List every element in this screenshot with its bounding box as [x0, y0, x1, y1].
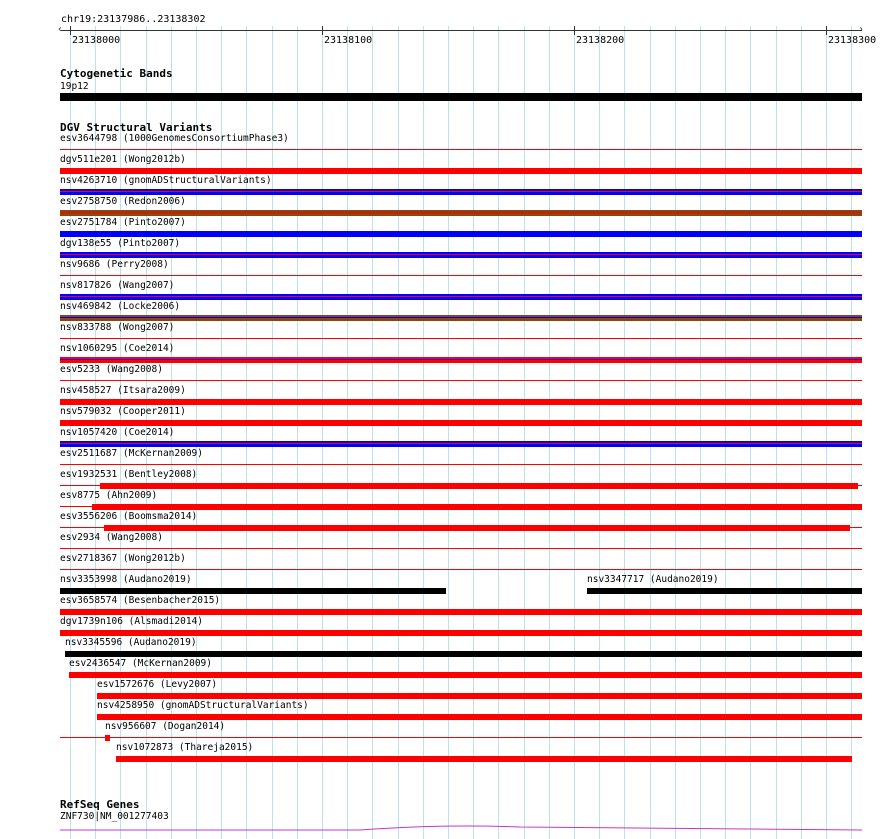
variant-label[interactable]: esv3556206 (Boomsma2014): [60, 511, 198, 522]
variant-bar[interactable]: [587, 588, 862, 594]
row-separator: [60, 338, 862, 339]
ruler-left-arrow-icon: ‹: [57, 24, 64, 35]
variant-bar[interactable]: [60, 588, 446, 594]
row-separator: [60, 275, 862, 276]
variant-label[interactable]: nsv4258950 (gnomADStructuralVariants): [97, 700, 309, 711]
variant-label[interactable]: nsv9686 (Perry2008): [60, 259, 169, 270]
row-separator: [60, 737, 862, 738]
ruler-tick-label: 23138000: [72, 35, 121, 46]
variant-label[interactable]: dgv138e55 (Pinto2007): [60, 238, 181, 249]
variant-label[interactable]: esv5233 (Wang2008): [60, 364, 163, 375]
variant-bar[interactable]: [60, 357, 862, 363]
variant-bar[interactable]: [97, 693, 862, 699]
variant-label[interactable]: nsv458527 (Itsara2009): [60, 385, 186, 396]
dgv-track-title: DGV Structural Variants: [60, 121, 213, 134]
row-separator: [60, 317, 862, 318]
variant-bar[interactable]: [105, 735, 110, 741]
variant-label[interactable]: nsv1060295 (Coe2014): [60, 343, 175, 354]
variant-bar[interactable]: [60, 315, 862, 321]
variant-bar[interactable]: [65, 651, 862, 657]
variant-label[interactable]: nsv4263710 (gnomADStructuralVariants): [60, 175, 272, 186]
variant-label[interactable]: esv3644798 (1000GenomesConsortiumPhase3): [60, 133, 289, 144]
row-separator: [60, 191, 862, 192]
variant-bar[interactable]: [60, 441, 862, 447]
variant-label[interactable]: dgv1739n106 (Alsmadi2014): [60, 616, 203, 627]
variant-label[interactable]: esv1932531 (Bentley2008): [60, 469, 198, 480]
row-separator: [60, 569, 862, 570]
variant-bar[interactable]: [60, 210, 862, 216]
row-separator: [60, 359, 862, 360]
row-separator: [60, 254, 862, 255]
variant-bar[interactable]: [116, 756, 852, 762]
variant-label[interactable]: esv2511687 (McKernan2009): [60, 448, 203, 459]
ruler-tick-label: 23138300: [828, 35, 877, 46]
variant-label[interactable]: nsv3347717 (Audano2019): [587, 574, 719, 585]
variant-label[interactable]: nsv956607 (Dogan2014): [105, 721, 226, 732]
refseq-track-title: RefSeq Genes: [60, 798, 140, 811]
variant-label[interactable]: esv2758750 (Redon2006): [60, 196, 186, 207]
variant-bar[interactable]: [60, 189, 862, 195]
variant-label[interactable]: nsv833788 (Wong2007): [60, 322, 175, 333]
row-separator: [60, 170, 862, 171]
variant-bar[interactable]: [60, 294, 862, 300]
variant-bar[interactable]: [60, 630, 862, 636]
variant-bar[interactable]: [100, 483, 858, 489]
row-separator: [60, 527, 862, 528]
refseq-gene-label[interactable]: ZNF730|NM_001277403: [60, 811, 169, 822]
variant-bar[interactable]: [60, 252, 862, 258]
row-separator: [60, 464, 862, 465]
variant-label[interactable]: dgv511e201 (Wong2012b): [60, 154, 186, 165]
variant-bar[interactable]: [60, 399, 862, 405]
variant-bar[interactable]: [60, 609, 862, 615]
variant-bar[interactable]: [60, 231, 862, 237]
variant-label[interactable]: esv3658574 (Besenbacher2015): [60, 595, 221, 606]
variant-label[interactable]: nsv817826 (Wang2007): [60, 280, 175, 291]
variant-label[interactable]: esv1572676 (Levy2007): [97, 679, 218, 690]
ruler-tick-label: 23138100: [324, 35, 373, 46]
variant-bar[interactable]: [69, 672, 862, 678]
variant-label[interactable]: nsv3345596 (Audano2019): [65, 637, 197, 648]
row-separator: [60, 506, 862, 507]
variant-label[interactable]: nsv579032 (Cooper2011): [60, 406, 186, 417]
variant-bar[interactable]: [97, 714, 862, 720]
variant-bar[interactable]: [104, 525, 850, 531]
row-separator: [60, 485, 862, 486]
variant-label[interactable]: esv2934 (Wang2008): [60, 532, 163, 543]
ruler-right-arrow-icon: ›: [858, 24, 865, 35]
variant-bar[interactable]: [60, 168, 862, 174]
variant-label[interactable]: nsv1057420 (Coe2014): [60, 427, 175, 438]
variant-label[interactable]: esv8775 (Ahn2009): [60, 490, 158, 501]
variant-label[interactable]: esv2718367 (Wong2012b): [60, 553, 186, 564]
row-separator: [60, 422, 862, 423]
variant-bar[interactable]: [60, 420, 862, 426]
refseq-gene-glyph[interactable]: [60, 825, 862, 831]
cytoband-label: 19p12: [60, 81, 89, 92]
variant-label[interactable]: esv2751784 (Pinto2007): [60, 217, 186, 228]
row-separator: [60, 443, 862, 444]
row-separator: [60, 149, 862, 150]
cytoband-track-title: Cytogenetic Bands: [60, 67, 173, 80]
row-separator: [60, 548, 862, 549]
variant-label[interactable]: nsv469842 (Locke2006): [60, 301, 181, 312]
variant-label[interactable]: nsv3353998 (Audano2019): [60, 574, 192, 585]
row-separator: [60, 380, 862, 381]
variant-bar[interactable]: [92, 504, 862, 510]
ruler-title: chr19:23137986..23138302: [61, 14, 206, 25]
row-separator: [60, 401, 862, 402]
variant-label[interactable]: nsv1072873 (Thareja2015): [116, 742, 254, 753]
row-separator: [60, 212, 862, 213]
ruler-tick-label: 23138200: [576, 35, 625, 46]
row-separator: [60, 296, 862, 297]
row-separator: [60, 233, 862, 234]
variant-label[interactable]: esv2436547 (McKernan2009): [69, 658, 212, 669]
